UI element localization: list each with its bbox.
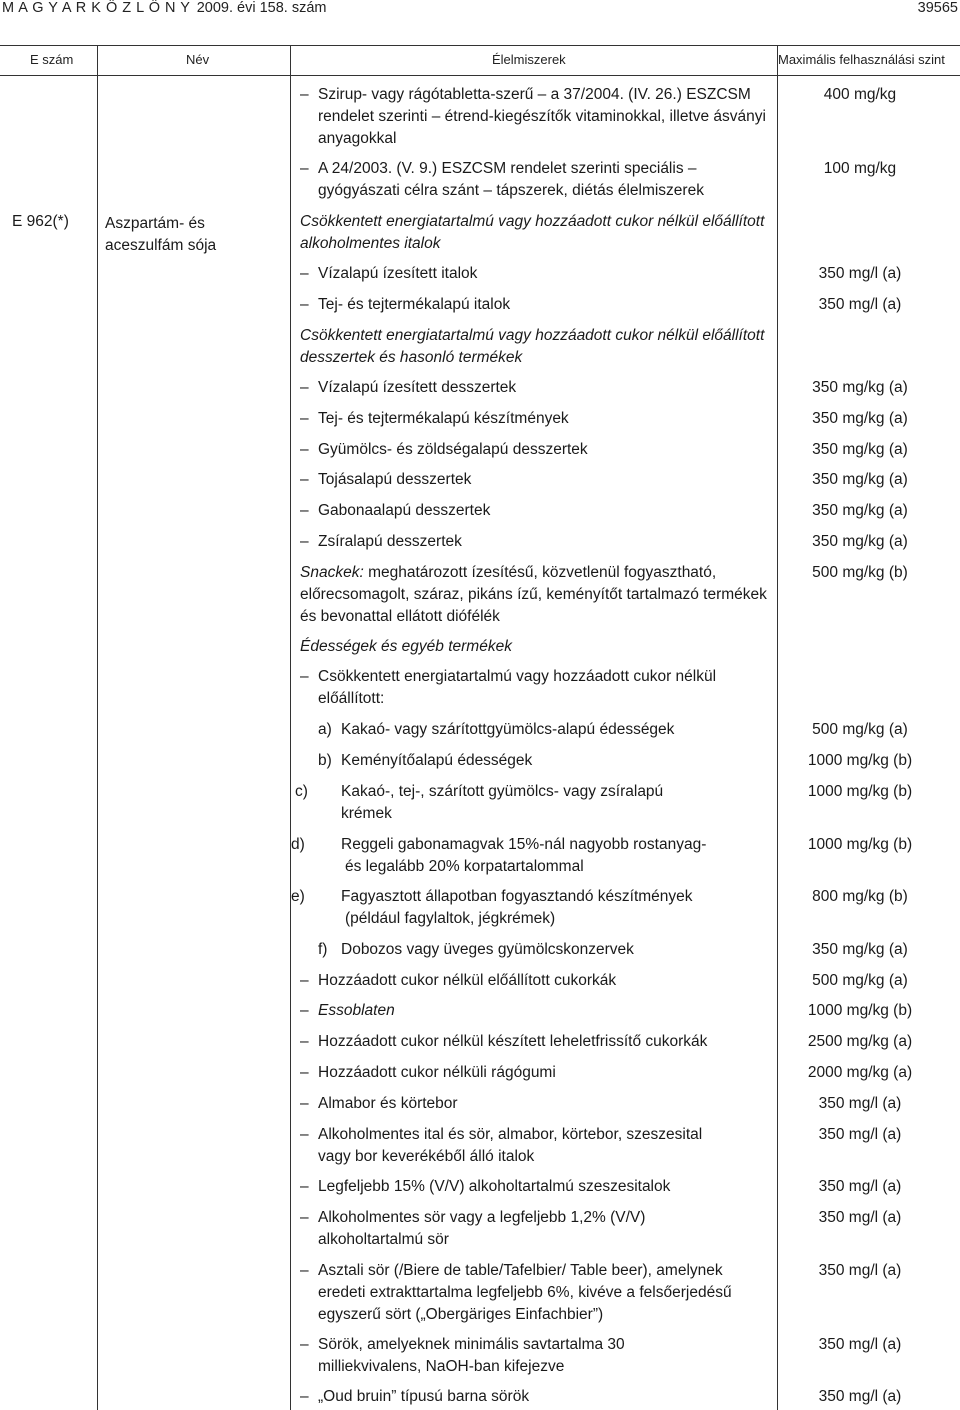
max-level: 350 mg/kg (a) [812,410,908,427]
max-level: 100 mg/kg [823,160,897,177]
max-level: 350 mg/l (a) [818,1178,902,1195]
max-level: 350 mg/kg (a) [812,379,908,396]
food-text: Tej- és tejtermékalapú készítmények [318,410,569,427]
max-level: 350 mg/l (a) [818,1388,902,1405]
max-level: 2000 mg/kg (a) [807,1064,913,1081]
dash: – [300,441,309,458]
dash: – [300,1126,309,1143]
max-level: 500 mg/kg (a) [812,721,908,738]
dash: – [300,1002,309,1019]
additive-code: E 962(*) [12,213,69,230]
food-text: Vízalapú ízesített italok [318,265,478,282]
max-level: 800 mg/kg (b) [812,888,908,905]
column-header-food: Élelmiszerek [492,52,566,67]
column-divider [777,45,778,1410]
max-level: 350 mg/l (a) [818,1095,902,1112]
additive-name: Aszpartám- és aceszulfám sója [105,215,217,254]
food-text: Tej- és tejtermékalapú italok [318,296,511,313]
food-text: Hozzáadott cukor nélkül előállított cukorkák [318,972,617,989]
snack-label: Snackek: [300,564,364,581]
max-level: 500 mg/kg (a) [812,972,908,989]
food-text: Hozzáadott cukor nélküli rágógumi [318,1064,556,1081]
max-level: 500 mg/kg (b) [812,564,908,581]
column-header-name: Név [186,52,210,67]
max-level: 350 mg/l (a) [818,296,902,313]
food-text: Hozzáadott cukor nélkül készített leheletfrissítő cukorkák [318,1033,708,1050]
food-text: A 24/2003. (V. 9.) ESZCSM rendelet szerinti speciális – gyógyászati célra szánt – tápszerek, diétás élelmiszerek [318,160,704,199]
item-text: Dobozos vagy üveges gyümölcskonzervek [341,941,634,958]
dash: – [300,265,309,282]
dash: – [300,86,309,103]
max-level: 350 mg/l (a) [818,1262,902,1279]
max-level: 350 mg/kg (a) [812,441,908,458]
food-text: Csökkentett energiatartalmú vagy hozzáadott cukor nélkül előállított: [318,668,717,707]
column-divider [97,45,98,1410]
table-header-divider [0,75,960,76]
max-level: 1000 mg/kg (b) [807,783,913,800]
dash: – [300,1388,309,1405]
food-text: Asztali sör (/Biere de table/Tafelbier/ Table beer), amelynek eredeti extrakttartalma legfeljebb 6%, kivéve a felsőerjedésű egyszerű sört („Obergäriges Einfachbier”) [318,1262,732,1323]
journal-name: M A G Y A R K Ö Z L Ö N Y [2,0,191,16]
food-text: Sörök, amelyeknek minimális savtartalma 30 milliekvivalens, NaOH-ban kifejezve [318,1336,625,1375]
food-text: Gyümölcs- és zöldségalapú desszertek [318,441,588,458]
food-text: Tojásalapú desszertek [318,471,472,488]
food-text: Zsíralapú desszertek [318,533,462,550]
issue-number: 2009. évi 158. szám [196,0,327,16]
item-letter: d) [291,836,305,853]
max-level: 2500 mg/kg (a) [807,1033,913,1050]
food-text: Alkoholmentes ital és sör, almabor, körtebor, szeszesital vagy bor keverékéből álló italok [318,1126,703,1165]
food-text: Gabonaalapú desszertek [318,502,491,519]
food-text: Szirup- vagy rágótabletta-szerű – a 37/2004. (IV. 26.) ESZCSM rendelet szerinti – étrend-kiegészítők vitaminokkal, illetve ásványi anyagokkal [318,86,766,147]
food-text: „Oud bruin” típusú barna sörök [318,1388,530,1405]
dash: – [300,1336,309,1353]
category-heading: Csökkentett energiatartalmú vagy hozzáadott cukor nélkül előállított alkoholmentes italok [300,213,765,252]
dash: – [300,160,309,177]
food-text [318,939,768,961]
dash: – [300,1033,309,1050]
table-top-border [0,45,960,46]
food-text [295,781,711,825]
max-level: 350 mg/kg (a) [812,533,908,550]
food-text: Essoblaten [318,1002,395,1019]
dash: – [300,668,309,685]
max-level: 350 mg/l (a) [818,265,902,282]
dash: – [300,972,309,989]
journal-title [2,0,327,16]
item-letter: a) [318,721,332,738]
dash: – [300,1064,309,1081]
dash: – [300,1178,309,1195]
max-level: 350 mg/kg (a) [812,502,908,519]
food-text: Almabor és körtebor [318,1095,458,1112]
food-text [318,719,768,741]
item-text: Fagyasztott állapotban fogyasztandó készítmények (például fagylaltok, jégkrémek) [341,888,693,927]
column-header-max: Maximális felhasználási szint [778,52,945,67]
max-level: 350 mg/kg (a) [812,471,908,488]
food-text [291,834,715,878]
item-letter: f) [318,941,328,958]
item-letter: b) [318,752,332,769]
food-text [300,562,775,628]
dash: – [300,533,309,550]
page-number: 39565 [917,0,958,16]
item-text: Keményítőalapú édességek [341,752,533,769]
max-level: 350 mg/l (a) [818,1126,902,1143]
column-header-ecode: E szám [30,52,74,67]
dash: – [300,471,309,488]
page-header [0,0,960,22]
dash: – [300,1095,309,1112]
category-heading: Csökkentett energiatartalmú vagy hozzáadott cukor nélkül előállított desszertek és hasonló termékek [300,327,765,366]
item-text: Kakaó- vagy szárítottgyümölcs-alapú édességek [341,721,675,738]
item-letter: e) [291,888,305,905]
food-text [318,750,768,772]
dash: – [300,1262,309,1279]
max-level: 1000 mg/kg (b) [807,836,913,853]
max-level: 350 mg/l (a) [818,1209,902,1226]
max-level: 1000 mg/kg (b) [807,1002,913,1019]
item-text: Reggeli gabonamagvak 15%-nál nagyobb rostanyag- és legalább 20% korpatartalommal [341,836,707,875]
category-heading: Édességek és egyéb termékek [300,638,512,655]
food-text: Alkoholmentes sör vagy a legfeljebb 1,2% (V/V) alkoholtartalmú sör [318,1209,646,1248]
dash: – [300,296,309,313]
column-divider [290,45,291,1410]
dash: – [300,379,309,396]
dash: – [300,502,309,519]
dash: – [300,1209,309,1226]
max-level: 1000 mg/kg (b) [807,752,913,769]
food-text: Vízalapú ízesített desszertek [318,379,517,396]
food-text [291,886,715,930]
item-text: Kakaó-, tej-, szárított gyümölcs- vagy zsíralapú krémek [341,783,664,822]
item-letter: c) [295,783,308,800]
max-level: 400 mg/kg [823,86,897,103]
max-level: 350 mg/kg (a) [812,941,908,958]
snack-description: meghatározott ízesítésű, közvetlenül fogyasztható, előrecsomagolt, száraz, pikáns ízű, keményítőt tartalmazó termékek és bevonattal ellátott diófélék [300,564,767,625]
food-text: Legfeljebb 15% (V/V) alkoholtartalmú szeszesitalok [318,1178,671,1195]
dash: – [300,410,309,427]
max-level: 350 mg/l (a) [818,1336,902,1353]
